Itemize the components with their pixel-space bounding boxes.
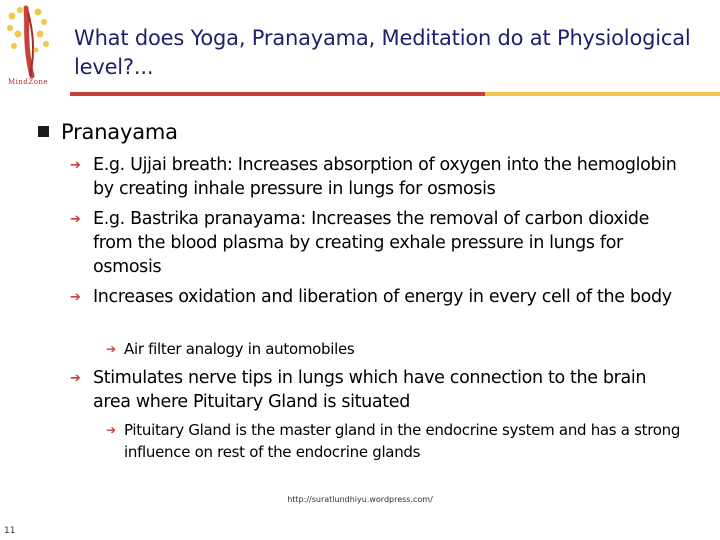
bullet-item	[70, 153, 685, 201]
bullet-item	[70, 366, 685, 414]
bullet-item-text: E.g. Bastrika pranayama: Increases the removal of carbon dioxide from the blood plasma by creating exhale pressure in lungs for osmosis	[93, 209, 650, 277]
sub-bullet-item-text: Pituitary Gland is the master gland in the endocrine system and has a strong influence on rest of the endocrine glands	[124, 421, 681, 461]
arrow-right-icon: ➔	[106, 423, 116, 437]
arrow-right-icon: ➔	[70, 290, 81, 305]
sub-bullet-item	[106, 419, 696, 463]
bullet-item-text: Stimulates nerve tips in lungs which have connection to the brain area where Pituitary Gland is situated	[93, 368, 647, 412]
bullet-item-text: E.g. Ujjai breath: Increases absorption of oxygen into the hemoglobin by creating inhale pressure in lungs for osmosis	[93, 155, 677, 199]
bullet-item	[70, 207, 685, 279]
bullet-level1-text: Pranayama	[61, 120, 178, 144]
arrow-right-icon: ➔	[106, 342, 116, 356]
sub-bullet-item	[106, 338, 696, 360]
arrow-right-icon: ➔	[70, 371, 81, 386]
page-number: 11	[4, 526, 16, 536]
slide-title: What does Yoga, Pranayama, Meditation do at Physiological level?...	[74, 26, 691, 79]
logo-text: MindZone	[7, 78, 49, 86]
arrow-right-icon: ➔	[70, 158, 81, 173]
arrow-right-icon: ➔	[70, 212, 81, 227]
sub-bullet-item-text: Air filter analogy in automobiles	[124, 340, 355, 358]
bullet-level1	[38, 118, 178, 146]
bullet-item	[70, 285, 685, 309]
footer-url: http://suratlundhiyu.wordpress.com/	[287, 495, 433, 504]
bullet-item-text: Increases oxidation and liberation of energy in every cell of the body	[93, 287, 672, 307]
square-bullet-icon	[38, 126, 49, 137]
